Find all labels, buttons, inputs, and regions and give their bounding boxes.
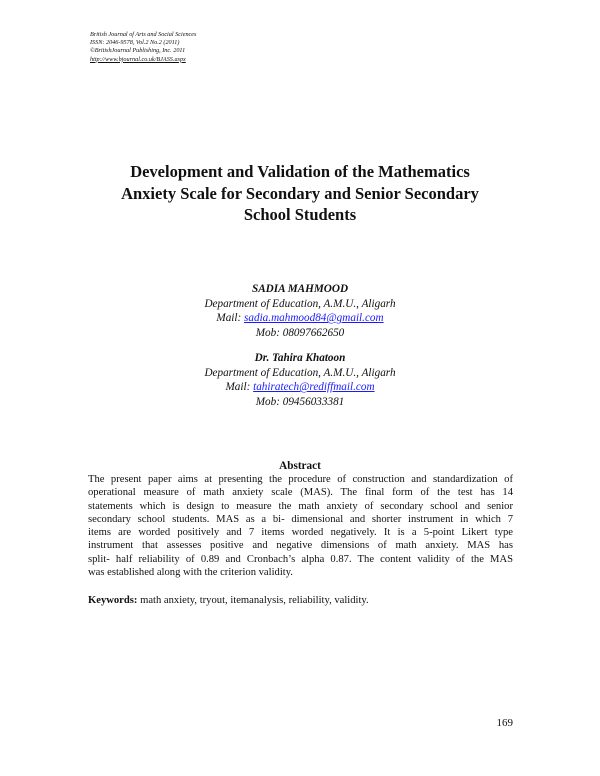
journal-issn: ISSN: 2046-9578, Vol.2 No.2 (2011): [90, 39, 180, 47]
title-line: Development and Validation of the Mathematics: [130, 162, 470, 181]
journal-publisher: ©BritishJournal Publishing, Inc. 2011: [90, 47, 186, 55]
author-email-link[interactable]: tahiratech@rediffmail.com: [253, 381, 375, 394]
abstract-line: was established along with the criterion validity.: [88, 567, 293, 579]
author-mobile: Mob: 09456033381: [255, 395, 345, 408]
author-mail-line: [0, 380, 600, 395]
abstract-body: [88, 473, 513, 579]
abstract-line: items are worded positively and 7 items worded negatively. It is a 5-point Likert type: [88, 527, 513, 539]
author-name: SADIA MAHMOOD: [251, 283, 349, 295]
journal-header: [90, 31, 196, 64]
abstract-line: secondary school students. MAS as a bi- dimensional and shorter instrument in which 7: [88, 513, 513, 525]
author-block-1: [0, 282, 600, 340]
author-department: Department of Education, A.M.U., Aligarh: [204, 366, 396, 379]
abstract-line: The present paper aims at presenting the procedure of construction and standardization of: [88, 474, 513, 485]
abstract-line: instrument that assesses positive and negative dimensions of math anxiety. MAS has: [88, 540, 513, 552]
paper-title: [0, 161, 600, 226]
abstract-line: split- half reliability of 0.89 and Cronbach’s alpha 0.87. The content validity of the MAS: [88, 553, 513, 565]
mail-label: Mail:: [216, 312, 242, 325]
journal-url-link[interactable]: http://www.bjournal.co.uk/BJASS.aspx: [90, 55, 186, 63]
keywords: [88, 594, 369, 607]
author-department: Department of Education, A.M.U., Aligarh: [204, 297, 396, 310]
mail-label: Mail:: [225, 381, 251, 394]
abstract-heading: Abstract: [279, 460, 321, 472]
page-number: 169: [496, 717, 513, 729]
keywords-label: Keywords:: [88, 595, 138, 606]
abstract-line: statements which is design to measure the math anxiety of secondary school and senior: [88, 500, 513, 512]
author-email-link[interactable]: sadia.mahmood84@gmail.com: [244, 312, 384, 325]
author-name: Dr. Tahira Khatoon: [254, 352, 346, 364]
author-block-2: [0, 351, 600, 409]
keywords-text: math anxiety, tryout, itemanalysis, reliability, validity.: [140, 595, 369, 606]
title-line: Anxiety Scale for Secondary and Senior Secondary: [121, 183, 479, 203]
author-mobile: Mob: 08097662650: [255, 326, 345, 339]
journal-name: British Journal of Arts and Social Sciences: [90, 31, 197, 38]
title-line: School Students: [243, 205, 357, 224]
abstract-line: operational measure of math anxiety scale (MAS). The final form of the test has 14: [88, 487, 513, 499]
author-mail-line: [0, 311, 600, 326]
